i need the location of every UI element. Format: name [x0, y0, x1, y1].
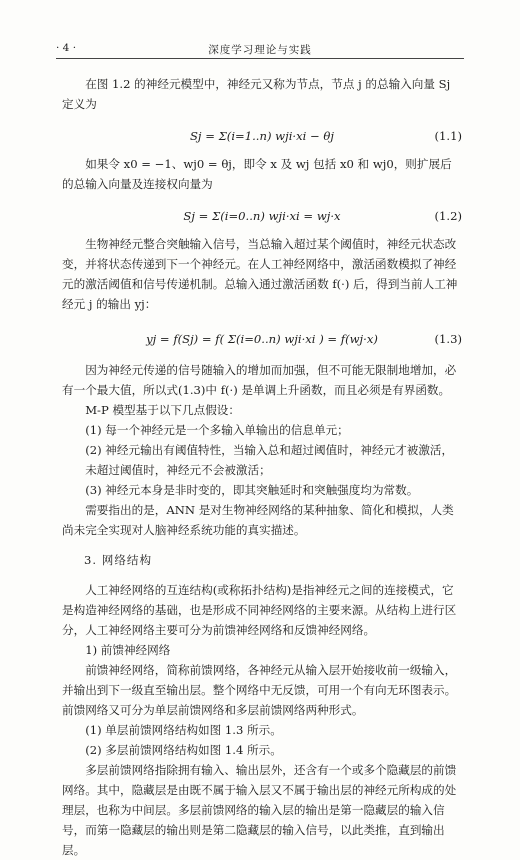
running-title: 深度学习理论与实践 — [208, 44, 312, 56]
list-item: (2) 神经元输出有阈值特性，当输入总和超过阈值时，神经元才被激活，未超过阈值时，神经元不会被激活； — [85, 443, 454, 477]
page-body — [62, 74, 462, 860]
page-number: · 4 · — [56, 42, 77, 54]
subsection-heading: 1) 前馈神经网络 — [85, 643, 171, 657]
paragraph: M-P 模型基于以下几点假设： — [85, 403, 240, 417]
paragraph: 因为神经元传递的信号随输入的增加而加强，但不可能无限制地增加，必有一个最大值，所以式(1.3)中 f(·) 是单调上升函数，而且必须是有界函数。 — [62, 363, 457, 397]
list-item: (2) 多层前馈网络结构如图 1.4 所示。 — [85, 743, 282, 757]
paragraph: 生物神经元整合突触输入信号，当总输入超过某个阈值时，神经元状态改变，并将状态传递到下一个神经元。在人工神经网络中，激活函数模拟了神经元的激活阈值和信号传递机制。总输入通过激活函数 f(·) 后，得到当前人工神经元 j 的输出 yj： — [62, 237, 458, 311]
paragraph: 人工神经网络的互连结构(或称拓扑结构)是指神经元之间的连接模式，它是构造神经网络的基础，也是形成不同神经网络的主要来源。从结构上进行区分，人工神经网络主要可分为前馈神经网络和反馈神经网络。 — [62, 583, 457, 637]
equation-formula: yj = f(Sj) = f( Σ(i=0..n) wji·xi ) = f(wj·x) — [146, 332, 378, 346]
equation-formula: Sj = Σ(i=0..n) wji·xi = wj·x — [183, 209, 341, 223]
list-item: (3) 神经元本身是非时变的，即其突触延时和突触强度均为常数。 — [85, 483, 419, 497]
page-header — [56, 42, 464, 59]
paragraph: 前馈神经网络，简称前馈网络，各神经元从输入层开始接收前一级输入，并输出到下一级直至输出层。整个网络中无反馈，可用一个有向无环图表示。前馈网络又可分为单层前馈网络和多层前馈网络两种形式。 — [62, 663, 457, 717]
equation-number: (1.1) — [434, 129, 462, 143]
equation-number: (1.3) — [434, 332, 462, 346]
section-heading: 3. 网络结构 — [84, 553, 153, 567]
paragraph: 如果令 x0 = −1、wj0 = θj，即令 x 及 wj 包括 x0 和 wj0，则扩展后的总输入向量及连接权向量为 — [62, 157, 452, 191]
equation-1-3 — [62, 314, 462, 360]
paragraph: 需要指出的是，ANN 是对生物神经网络的某种抽象、简化和模拟，人类尚未完全实现对人脑神经系统功能的真实描述。 — [62, 503, 454, 537]
paragraph: 多层前馈网络指除拥有输入、输出层外，还含有一个或多个隐藏层的前馈网络。其中，隐藏层是由既不属于输入层又不属于输出层的神经元所构成的处理层，也称为中间层。多层前馈网络的输入层的输出是第一隐藏层的输入信号，而第一隐藏层的输出则是第二隐藏层的输入信号，以此类推，直到输出层。 — [62, 763, 457, 857]
equation-formula: Sj = Σ(i=1..n) wji·xi − θj — [189, 129, 334, 143]
equation-number: (1.2) — [434, 209, 462, 223]
equation-1-2 — [62, 194, 462, 234]
list-item: (1) 单层前馈网络结构如图 1.3 所示。 — [85, 723, 282, 737]
list-item: (1) 每一个神经元是一个多输入单输出的信息单元； — [85, 423, 349, 437]
paragraph: 在图 1.2 的神经元模型中，神经元又称为节点，节点 j 的总输入向量 Sj 定义为 — [62, 77, 451, 111]
equation-1-1 — [62, 114, 462, 154]
